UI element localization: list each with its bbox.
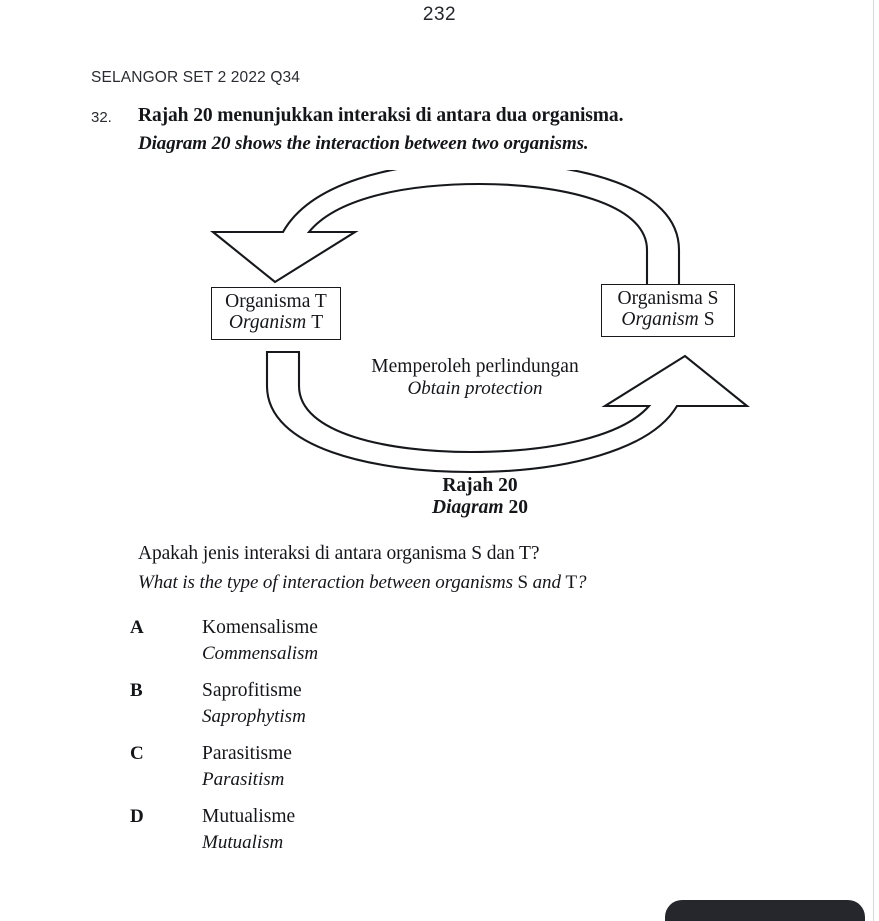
- top-arrow-shape: [213, 170, 679, 288]
- organism-t-name-english-word: Organism: [228, 312, 307, 334]
- option-b-letter: B: [130, 680, 143, 701]
- organism-t-letter: T: [311, 312, 324, 334]
- stem-malay: Rajah 20 menunjukkan interaksi di antara dua organisma.: [138, 105, 624, 126]
- diagram-20: [185, 170, 775, 535]
- organism-s-name-english-word: Organism: [621, 309, 699, 331]
- organism-t-box: [211, 287, 341, 340]
- option-c-malay: Parasitisme: [202, 743, 292, 764]
- option-a-texts: [202, 616, 730, 666]
- prompt-english-mid: and: [528, 572, 566, 594]
- diagram-caption: [335, 475, 625, 520]
- diagram-caption-english-number: 20: [508, 497, 528, 519]
- question-stem: [91, 105, 791, 156]
- option-b-english: Saprophytism: [202, 706, 306, 728]
- interaction-label-malay: Memperoleh perlindungan: [371, 356, 579, 377]
- organism-s-box: [601, 284, 735, 337]
- option-d-malay: Mutualisme: [202, 806, 296, 827]
- prompt-english-pre: What is the type of interaction between organisms: [138, 572, 518, 594]
- option-a-letter: A: [130, 617, 144, 638]
- prompt-english-organism-t: T: [565, 572, 578, 594]
- question-prompt: [138, 543, 838, 596]
- page-edge-rule: [873, 0, 874, 921]
- organism-s-name-english: [612, 309, 724, 330]
- interaction-label: [325, 356, 625, 400]
- option-a-english: Commensalism: [202, 643, 319, 665]
- option-c-english: Parasitism: [202, 769, 285, 791]
- page-number: 232: [422, 4, 457, 25]
- source-tag: SELANGOR SET 2 2022 Q34: [91, 69, 301, 86]
- diagram-caption-english: [335, 497, 625, 519]
- question-number: 32.: [91, 109, 112, 126]
- prompt-english-post: ?: [577, 572, 587, 594]
- organism-t-name-english: [222, 312, 330, 333]
- stem-english: Diagram 20 shows the interaction between two organisms.: [138, 132, 589, 154]
- option-a[interactable]: [130, 616, 730, 679]
- option-c[interactable]: [130, 742, 730, 805]
- option-b-malay: Saprofitisme: [202, 680, 302, 701]
- prompt-english: [138, 571, 838, 596]
- organism-t-name-malay: Organisma T: [225, 291, 327, 312]
- option-d-texts: [202, 805, 730, 855]
- option-a-malay: Komensalisme: [202, 617, 318, 638]
- option-c-texts: [202, 742, 730, 792]
- option-d-english: Mutualism: [202, 832, 284, 854]
- answer-options: [130, 616, 730, 868]
- bottom-floating-bar[interactable]: [665, 900, 865, 921]
- interaction-label-english: Obtain protection: [407, 378, 543, 400]
- organism-s-name-malay: Organisma S: [617, 288, 719, 309]
- option-b-texts: [202, 679, 730, 729]
- stem-lines: [138, 105, 791, 156]
- diagram-caption-malay: Rajah 20: [442, 475, 518, 496]
- option-c-letter: C: [130, 743, 144, 764]
- diagram-caption-english-word: Diagram: [431, 497, 504, 519]
- option-b[interactable]: [130, 679, 730, 742]
- option-d[interactable]: [130, 805, 730, 868]
- prompt-malay: Apakah jenis interaksi di antara organisma S dan T?: [138, 543, 540, 564]
- option-d-letter: D: [130, 806, 144, 827]
- organism-s-letter: S: [703, 309, 715, 331]
- prompt-english-organism-s: S: [517, 572, 528, 594]
